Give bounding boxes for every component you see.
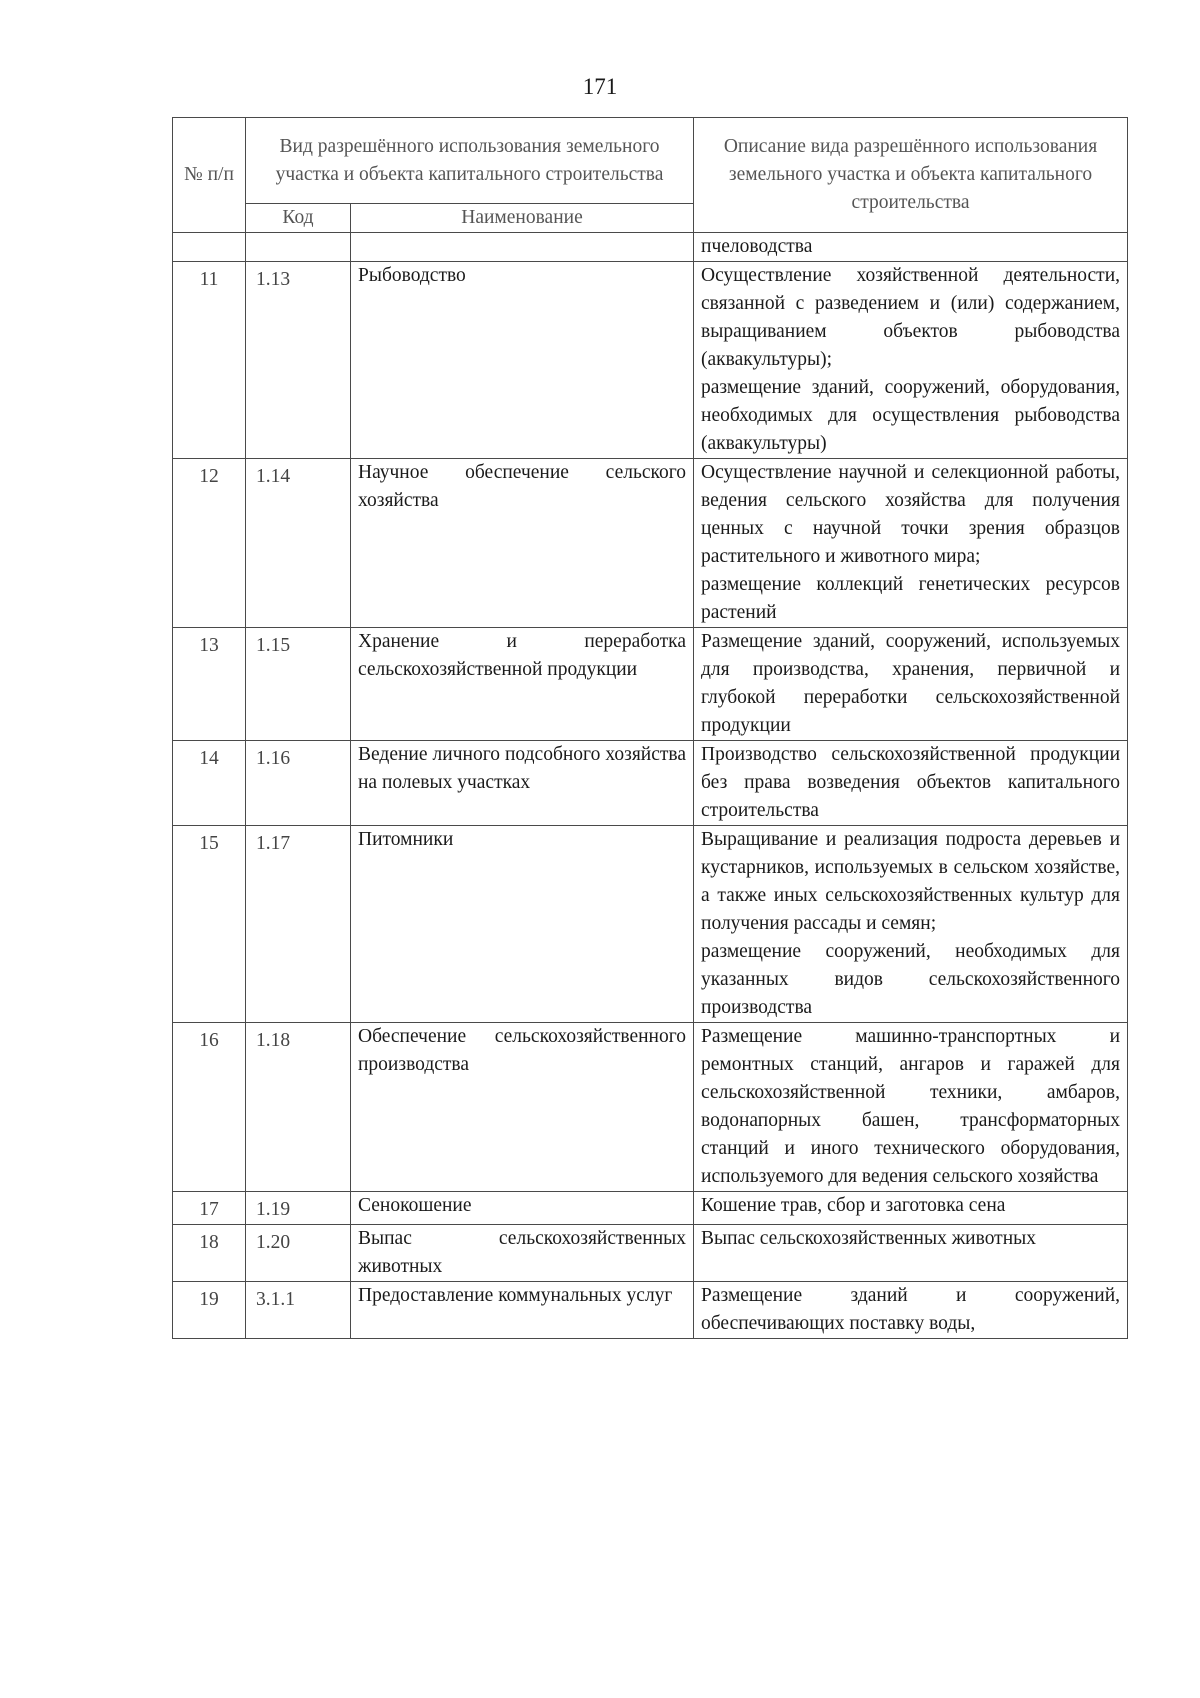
table-row [173,826,1128,1023]
row-description [694,826,1128,1023]
row-description [694,628,1128,741]
row-name: Хранение и переработка сельскохозяйственной продукции [351,628,694,741]
table-row [173,459,1128,628]
description-paragraph: размещение коллекций генетических ресурсов растений [701,574,1121,623]
continuation-text: пчеловодства [694,233,1128,262]
row-description [694,1023,1128,1192]
row-number: 14 [173,741,246,826]
table-body [173,233,1128,1339]
row-name: Питомники [351,826,694,1023]
row-description [694,1282,1128,1339]
table-row [173,1192,1128,1225]
row-number: 12 [173,459,246,628]
header-num: № п/п [173,118,246,233]
row-description [694,459,1128,628]
row-description [694,741,1128,826]
table-row [173,233,1128,262]
row-code: 3.1.1 [246,1282,351,1339]
table-row [173,1282,1128,1339]
row-name: Выпас сельскохозяйственных животных [351,1225,694,1282]
table-row [173,262,1128,459]
row-code: 1.13 [246,262,351,459]
header-description: Описание вида разрешённого использования земельного участка и объекта капитального строительства [694,118,1128,233]
description-paragraph: Осуществление научной и селекционной работы, ведения сельского хозяйства для получения ценных с научной точки зрения образцов растительного и животного мира; [701,462,1121,567]
row-name: Рыбоводство [351,262,694,459]
description-paragraph: Размещение машинно-транспортных и ремонтных станций, ангаров и гаражей для сельскохозяйственной техники, амбаров, водонапорных башен, трансформаторных станций и иного технического оборудования, используемого для ведения сельского хозяйства [701,1026,1121,1187]
description-paragraph: Выпас сельскохозяйственных животных [701,1228,1036,1249]
page-number: 171 [582,74,618,99]
row-code: 1.20 [246,1225,351,1282]
table-row [173,1023,1128,1192]
description-paragraph: размещение сооружений, необходимых для указанных видов сельскохозяйственного производства [701,941,1121,1018]
description-paragraph: Кошение трав, сбор и заготовка сена [701,1195,1006,1216]
row-name: Сенокошение [351,1192,694,1225]
description-paragraph: Размещение зданий и сооружений, обеспечивающих поставку воды, [701,1285,1121,1334]
description-paragraph: Осуществление хозяйственной деятельности, связанной с разведением и (или) содержанием, выращиванием объектов рыбоводства (аквакультуры); [701,265,1121,370]
row-code: 1.14 [246,459,351,628]
description-paragraph: Выращивание и реализация подроста деревьев и кустарников, используемых в сельском хозяйстве, а также иных сельскохозяйственных культур для получения рассады и семян; [701,829,1121,934]
row-code: 1.17 [246,826,351,1023]
row-number: 19 [173,1282,246,1339]
header-name: Наименование [351,204,694,233]
row-number: 15 [173,826,246,1023]
row-number: 18 [173,1225,246,1282]
row-description [694,262,1128,459]
row-code: 1.15 [246,628,351,741]
row-number: 11 [173,262,246,459]
row-number: 17 [173,1192,246,1225]
description-paragraph: Размещение зданий, сооружений, используемых для производства, хранения, первичной и глубокой переработки сельскохозяйственной продукции [701,631,1121,736]
row-name: Предоставление коммунальных услуг [351,1282,694,1339]
row-code: 1.16 [246,741,351,826]
row-name: Научное обеспечение сельского хозяйства [351,459,694,628]
description-paragraph: размещение зданий, сооружений, оборудования, необходимых для осуществления рыбоводства (аквакультуры) [701,377,1121,454]
row-code: 1.19 [246,1192,351,1225]
table-row [173,628,1128,741]
header-code: Код [246,204,351,233]
row-name: Ведение личного подсобного хозяйства на полевых участках [351,741,694,826]
row-description [694,1192,1128,1225]
header-group: Вид разрешённого использования земельного участка и объекта капитального строительства [246,118,694,204]
table-row [173,741,1128,826]
row-name: Обеспечение сельскохозяйственного производства [351,1023,694,1192]
row-number: 16 [173,1023,246,1192]
table-row [173,1225,1128,1282]
land-use-table [172,117,1128,1339]
row-description [694,1225,1128,1282]
row-code: 1.18 [246,1023,351,1192]
row-number: 13 [173,628,246,741]
description-paragraph: Производство сельскохозяйственной продукции без права возведения объектов капитального строительства [701,744,1121,821]
